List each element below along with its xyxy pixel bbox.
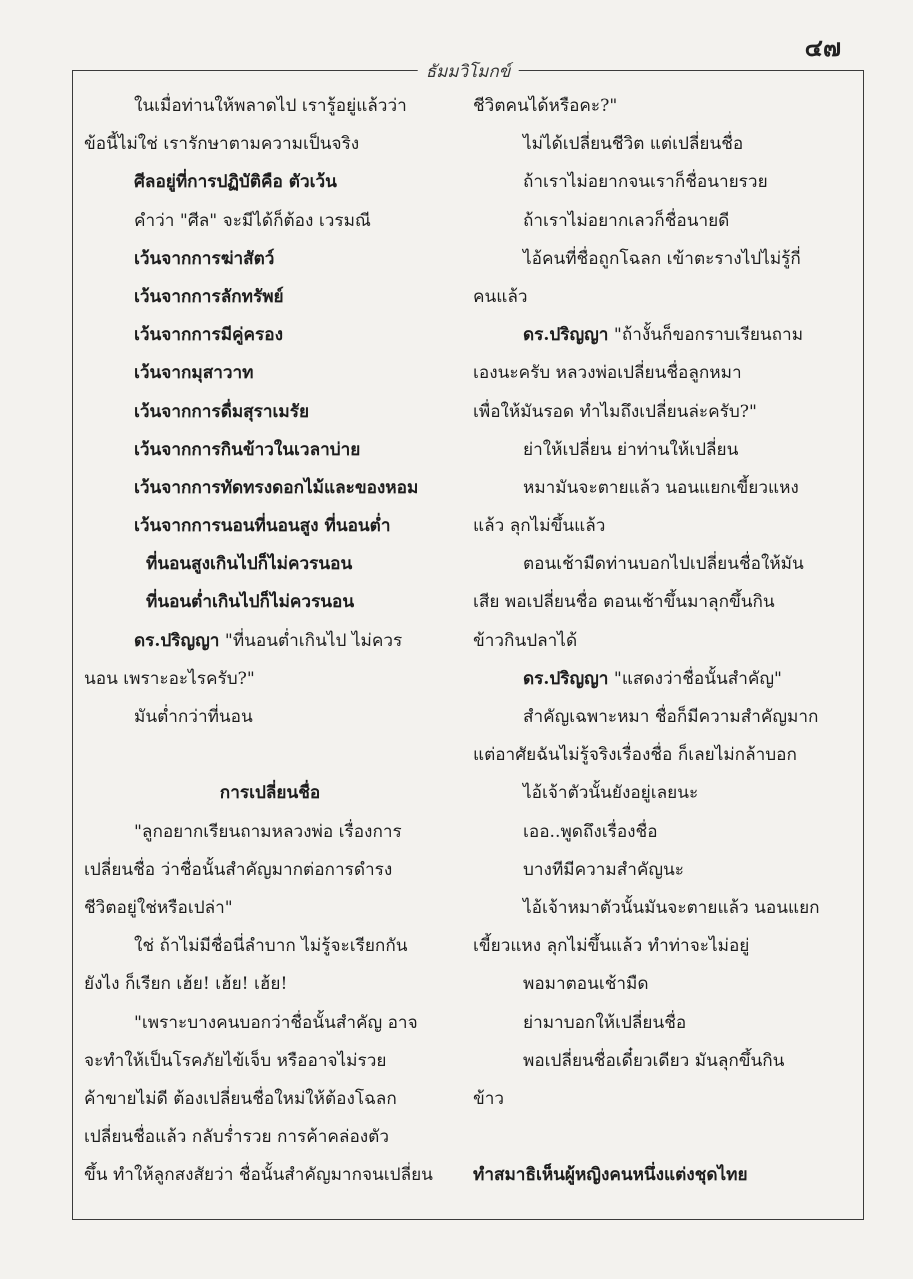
text-line: เสีย พอเปลี่ยนชื่อ ตอนเช้าขึ้นมาลุกขึ้นกิน bbox=[473, 592, 775, 613]
text-line bbox=[473, 1118, 845, 1156]
text-line: คนแล้ว bbox=[473, 286, 528, 307]
text-line: เออ..พูดถึงเรื่องชื่อ bbox=[523, 821, 658, 842]
text-line: คำว่า "ศีล" จะมีได้ก็ต้อง เวรมณี bbox=[134, 210, 371, 231]
text-line: ถ้าเราไม่อยากเลวก็ชื่อนายดี bbox=[523, 210, 730, 231]
text-line: เว้นจากการทัดทรงดอกไม้และของหอม bbox=[134, 477, 419, 498]
text-line: ใช่ ถ้าไม่มีชื่อนี่ลำบาก ไม่รู้จะเรียกกัน bbox=[134, 936, 408, 957]
text-line: ศีลอยู่ที่การปฏิบัติคือ ตัวเว้น bbox=[134, 172, 337, 193]
text-line: ข้าว bbox=[473, 1088, 505, 1109]
text-line: เว้นจากการดื่มสุราเมรัย bbox=[134, 401, 310, 422]
text-line: ชีวิตอยู่ใช่หรือเปล่า" bbox=[84, 897, 233, 918]
text-line: เว้นจากการฆ่าสัตว์ bbox=[134, 248, 275, 269]
text-line: เปลี่ยนชื่อแล้ว กลับร่ำรวย การค้าคล่องตัว bbox=[84, 1127, 389, 1148]
text-line: มันต่ำกว่าที่นอน bbox=[134, 707, 253, 727]
text-line: ค้าขายไม่ดี ต้องเปลี่ยนชื่อใหม่ให้ต้องโฉลก bbox=[84, 1088, 397, 1109]
text-line: เพื่อให้มันรอด ทำไมถึงเปลี่ยนล่ะครับ?" bbox=[473, 401, 757, 422]
text-line: ไอ้เจ้าตัวนั้นยังอยู่เลยนะ bbox=[523, 783, 699, 804]
text-line: พอมาตอนเช้ามืด bbox=[523, 974, 649, 995]
text-line: ที่นอนสูงเกินไปก็ไม่ควรนอน bbox=[146, 554, 353, 575]
speaker-text: "ที่นอนต่ำเกินไป ไม่ควร bbox=[219, 630, 403, 651]
text-line: เว้นจากการมีคู่ครอง bbox=[134, 325, 283, 346]
text-line bbox=[84, 736, 456, 774]
text-line: เปลี่ยนชื่อ ว่าชื่อนั้นสำคัญมากต่อการดำรง bbox=[84, 859, 393, 880]
text-line: ในเมื่อท่านให้พลาดไป เรารู้อยู่แล้วว่า bbox=[134, 96, 407, 116]
text-line: การเปลี่ยนชื่อ bbox=[219, 783, 321, 804]
speaker-name: ดร.ปริญญา bbox=[523, 325, 609, 346]
text-line: หมามันจะตายแล้ว นอนแยกเขี้ยวแหง bbox=[523, 477, 799, 498]
text-line: ไอ้เจ้าหมาตัวนั้นมันจะตายแล้ว นอนแยก bbox=[523, 897, 820, 918]
text-line bbox=[473, 316, 845, 354]
text-line: ถ้าเราไม่อยากจนเราก็ชื่อนายรวย bbox=[523, 172, 768, 193]
text-line: ย่ามาบอกให้เปลี่ยนชื่อ bbox=[523, 1012, 687, 1033]
text-line: ยังไง ก็เรียก เฮ้ย! เฮ้ย! เฮ้ย! bbox=[84, 974, 288, 995]
text-line: เว้นจากมุสาวาท bbox=[134, 363, 254, 384]
right-column bbox=[473, 87, 845, 1194]
page-number: ๔๗ bbox=[804, 33, 841, 62]
left-column bbox=[84, 87, 456, 1194]
text-line: ไม่ได้เปลี่ยนชีวิต แต่เปลี่ยนชื่อ bbox=[523, 134, 744, 155]
text-line bbox=[473, 660, 845, 698]
text-line: ทำสมาธิเห็นผู้หญิงคนหนึ่งแต่งชุดไทย bbox=[473, 1165, 748, 1186]
text-line: ไอ้คนที่ชื่อถูกโฉลก เข้าตะรางไปไม่รู้กี่ bbox=[523, 248, 801, 269]
text-line: ข้าวกินปลาได้ bbox=[473, 630, 578, 651]
text-line: "ลูกอยากเรียนถามหลวงพ่อ เรื่องการ bbox=[134, 821, 402, 842]
text-line: เว้นจากการกินข้าวในเวลาบ่าย bbox=[134, 439, 361, 460]
text-line: แล้ว ลุกไม่ขึ้นแล้ว bbox=[473, 516, 606, 537]
text-line: แต่อาศัยฉันไม่รู้จริงเรื่องชื่อ ก็เลยไม่กล้าบอก bbox=[473, 745, 797, 766]
text-line: เองนะครับ หลวงพ่อเปลี่ยนชื่อลูกหมา bbox=[473, 363, 742, 384]
text-line: เว้นจากการนอนที่นอนสูง ที่นอนต่ำ bbox=[134, 516, 391, 537]
text-line: ย่าให้เปลี่ยน ย่าท่านให้เปลี่ยน bbox=[523, 439, 739, 460]
text-line: นอน เพราะอะไรครับ?" bbox=[84, 668, 255, 689]
text-line: ตอนเช้ามืดท่านบอกไปเปลี่ยนชื่อให้มัน bbox=[523, 554, 804, 575]
text-line: ชีวิตคนได้หรือคะ?" bbox=[473, 96, 618, 116]
text-line: บางทีมีความสำคัญนะ bbox=[523, 859, 685, 880]
text-line: พอเปลี่ยนชื่อเดี๋ยวเดียว มันลุกขึ้นกิน bbox=[523, 1050, 785, 1071]
text-line: ข้อนี้ไม่ใช่ เรารักษาตามความเป็นจริง bbox=[84, 134, 360, 155]
text-line: "เพราะบางคนบอกว่าชื่อนั้นสำคัญ อาจ bbox=[134, 1012, 418, 1033]
speaker-name: ดร.ปริญญา bbox=[523, 668, 609, 689]
text-line: จะทำให้เป็นโรคภัยไข้เจ็บ หรืออาจไม่รวย bbox=[84, 1050, 387, 1071]
text-line: ขึ้น ทำให้ลูกสงสัยว่า ชื่อนั้นสำคัญมากจนเปลี่ยน bbox=[84, 1165, 433, 1186]
speaker-text: "ถ้างั้นก็ขอกราบเรียนถาม bbox=[608, 325, 804, 346]
text-line: เขี้ยวแหง ลุกไม่ขึ้นแล้ว ทำท่าจะไม่อยู่ bbox=[473, 936, 750, 957]
speaker-text: "แสดงว่าชื่อนั้นสำคัญ" bbox=[608, 668, 782, 689]
text-line bbox=[84, 622, 456, 660]
text-line: สำคัญเฉพาะหมา ชื่อก็มีความสำคัญมาก bbox=[523, 707, 819, 727]
text-line: เว้นจากการลักทรัพย์ bbox=[134, 286, 284, 307]
text-frame bbox=[72, 62, 864, 1220]
running-head: ธัมมวิโมกข์ bbox=[418, 58, 519, 85]
speaker-name: ดร.ปริญญา bbox=[134, 630, 220, 651]
text-line: ที่นอนต่ำเกินไปก็ไม่ควรนอน bbox=[146, 592, 355, 613]
